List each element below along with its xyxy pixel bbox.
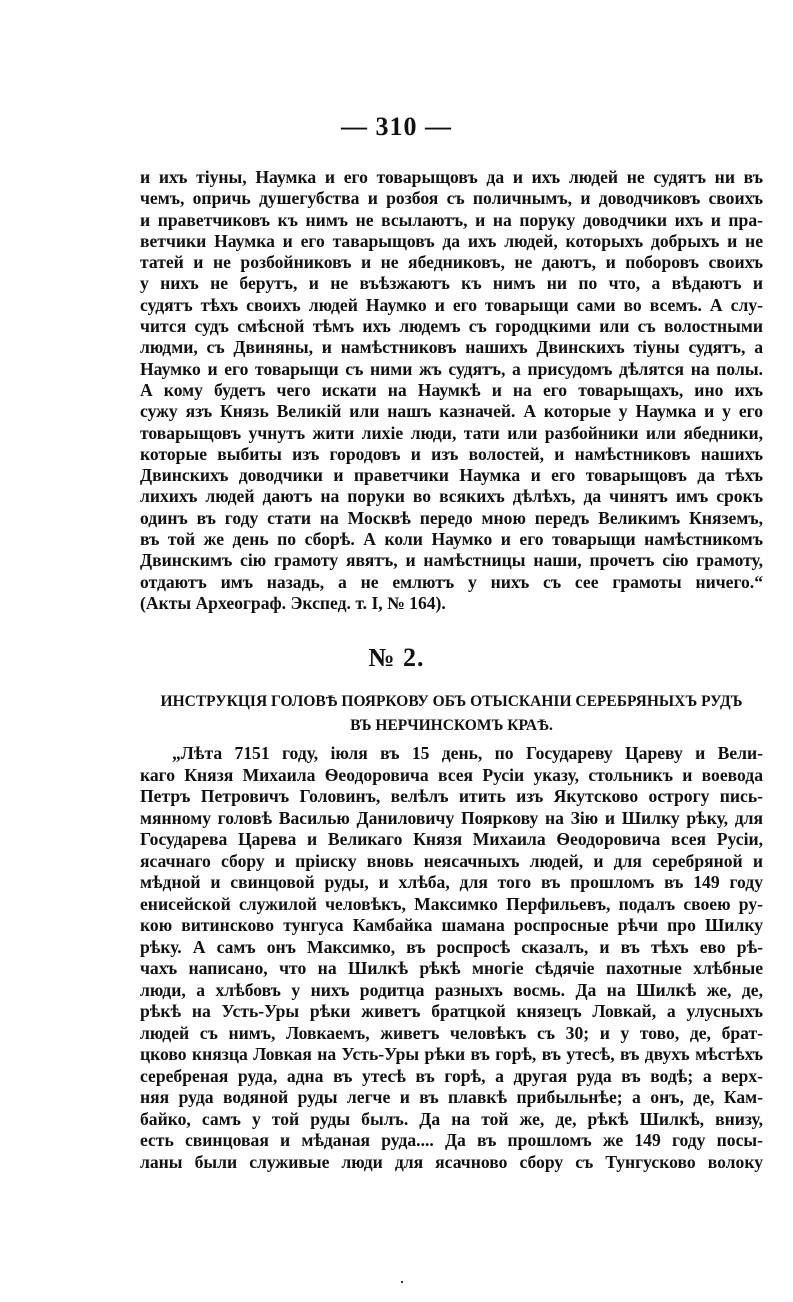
text-line: людей съ нимъ, Ловкаемъ, живетъ человѣкъ съ 30; и у тово, де, брат-: [140, 1022, 763, 1043]
print-speck: [401, 1281, 403, 1283]
text-line: мянному головѣ Василью Даниловичу Пояркову на Зію и Шилку рѣку, для: [140, 807, 763, 828]
instruction-text-paragraph: [140, 743, 763, 1173]
text-line: цково князца Ловкая на Усть-Уры рѣки въ горѣ, въ утесѣ, въ двухъ мѣстѣхъ: [140, 1044, 763, 1064]
text-line: у нихъ не берутъ, и не въѣзжаютъ къ нимъ ни по что, а вѣдаютъ и: [140, 273, 763, 294]
text-line: лихихъ людей даютъ на поруки во всякихъ дѣлѣхъ, да чинятъ имъ срокъ: [140, 486, 763, 507]
section-number: № 2.: [368, 643, 425, 672]
text-line: которые выбиты изъ городовъ и изъ волостей, и намѣстниковъ нашихъ: [140, 443, 763, 464]
text-line: и ихъ тіуны, Наумка и его товарыщовъ да и ихъ людей не судятъ ни въ: [140, 167, 763, 187]
text-line: рѣку. А самъ онъ Максимко, въ роспросѣ сказалъ, и въ тѣхъ ево рѣ-: [140, 936, 763, 957]
text-line: Петръ Петровичъ Головинъ, велѣлъ итить изъ Якутсково острогу пись-: [140, 786, 763, 806]
text-line: одинъ въ году стати на Москвѣ передо мною передъ Великимъ Княземъ,: [140, 507, 763, 528]
text-line: товарыщовъ учнутъ жити лихіе люди, тати или разбойники или ябедники,: [140, 422, 763, 443]
text-line: татей и не розбойниковъ и не ябедниковъ, не даютъ, и поборовъ своихъ: [140, 252, 763, 273]
section-title-line: ВЪ НЕРЧИНСКОМЪ КРАѢ.: [350, 717, 553, 734]
text-line: рѣкѣ на Усть-Уры рѣки живетъ братцкой князецъ Ловкай, а улусныхъ: [140, 1001, 763, 1021]
text-line: енисейской служилой человѣкъ, Максимко Перфильевъ, подалъ своею ру-: [140, 893, 763, 914]
text-line: серебреная руда, адна въ утесѣ въ горѣ, а другая руда въ водѣ; а верх-: [140, 1065, 763, 1086]
text-line: люди, а хлѣбовъ у нихъ родитца разныхъ восмь. Да на Шилкѣ же, де,: [140, 979, 763, 1000]
citation-line: (Акты Археограф. Экспед. т. I, № 164).: [140, 592, 446, 613]
text-line: ланы были служивые люди для ясачново сбору съ Тунгусково волоку: [140, 1151, 763, 1172]
text-line: „Лѣта 7151 году, іюля въ 15 день, по Государеву Цареву и Вели-: [172, 743, 763, 763]
text-line: и праветчиковъ къ нимъ не всылаютъ, и на поруку доводчики ихъ и пра-: [140, 209, 763, 230]
section-title-line: ИНСТРУКЦІЯ ГОЛОВѢ ПОЯРКОВУ ОБЪ ОТЫСКАНІИ СЕРЕБРЯНЫХЪ РУДЪ: [160, 693, 743, 710]
text-line: чится судъ смѣсной тѣмъ ихъ людемъ съ городцкими или съ волостными: [140, 316, 763, 337]
text-line: А кому будетъ чего искати на Наумкѣ и на его товарыщахъ, ино ихъ: [140, 379, 763, 400]
text-line: мѣдной и свинцовой руды, и хлѣба, для того въ прошломъ въ 149 году: [140, 872, 763, 892]
text-line: ветчики Наумка и его таварыщовъ да ихъ людей, которыхъ добрыхъ и не: [140, 230, 763, 251]
text-line: ясачнаго сбору и пріиску вновь неясачныхъ людей, и для серебряной и: [140, 850, 763, 871]
text-line: кою витинсково тунгуса Камбайка шамана роспросные рѣчи про Шилку: [140, 915, 763, 935]
charter-text-paragraph: [140, 167, 763, 614]
text-line: байко, самъ у той руды былъ. Да на той же, де, рѣкѣ Шилкѣ, внизу,: [140, 1108, 763, 1129]
text-line: сужу язъ Князь Великій или нашъ казначей. А которые у Наумка и у его: [140, 401, 763, 422]
text-line: Государева Царева и Великаго Князя Михаила Ѳеодоровича всея Русіи,: [140, 829, 763, 849]
text-line: каго Князя Михаила Ѳеодоровича всея Русіи указу, стольникъ и воевода: [140, 764, 763, 785]
text-line: отдаютъ имъ назадь, а не емлютъ у нихъ съ сее грамоты ничего.“: [140, 571, 763, 592]
text-line: чахъ написано, что на Шилкѣ рѣкѣ многіе сѣдячіе пахотные хлѣбные: [140, 958, 763, 978]
text-line: Двинскихъ доводчики и праветчики Наумка и его товарыщовъ да тѣхъ: [140, 465, 763, 486]
text-line: Двинскимъ сію грамоту явятъ, и намѣстницы наши, прочетъ сію грамоту,: [140, 550, 763, 571]
section-title: [140, 690, 763, 738]
text-line: въ той же день по сборѣ. А коли Наумко и его товарыщи намѣстникомъ: [140, 529, 763, 550]
text-line: чемъ, опричь душегубства и розбоя съ поличнымъ, и доводчиковъ своихъ: [140, 188, 763, 209]
text-line: Наумко и его товарыщи съ ними жъ судятъ, а присудомъ дѣлятся на полы.: [140, 358, 763, 379]
text-line: судятъ тѣхъ своихъ людей Наумко и его товарыщи сами во всемъ. А слу-: [140, 294, 763, 315]
text-line: няя руда водяной руды легче и въ плавкѣ прибыльнѣе; а онъ, де, Кам-: [140, 1087, 763, 1107]
text-line: людми, съ Двиняны, и намѣстниковъ нашихъ Двинскихъ тіуны судятъ, а: [140, 337, 763, 358]
text-line: есть свинцовая и мѣданая руда.... Да въ прошломъ же 149 году посы-: [140, 1130, 763, 1150]
page-number: — 310 —: [341, 112, 452, 141]
